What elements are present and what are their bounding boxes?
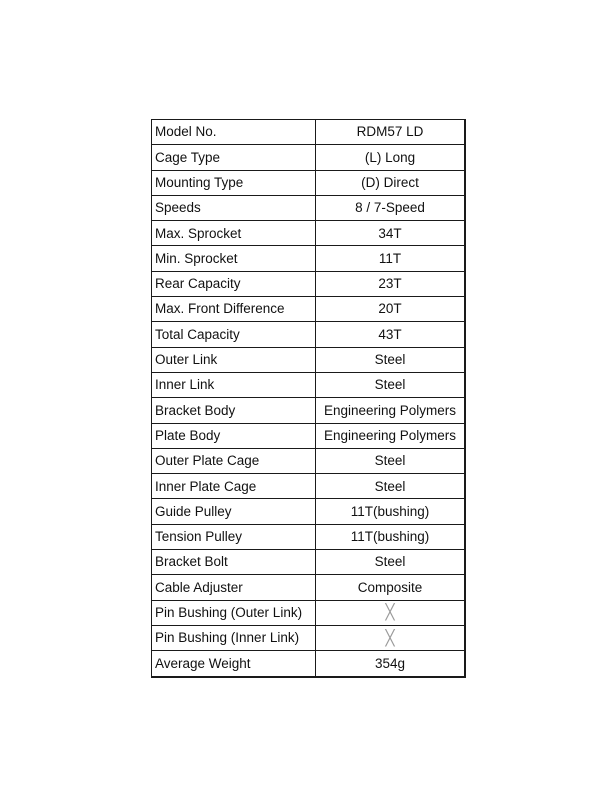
- not-applicable-mark: ╳: [316, 600, 466, 625]
- spec-value: Steel: [316, 347, 466, 372]
- spec-label: Average Weight: [152, 651, 316, 677]
- spec-label: Cable Adjuster: [152, 575, 316, 600]
- spec-label: Outer Link: [152, 347, 316, 372]
- table-row: [152, 271, 466, 296]
- spec-value: 23T: [316, 271, 466, 296]
- spec-value: 11T(bushing): [316, 524, 466, 549]
- spec-label: Outer Plate Cage: [152, 448, 316, 473]
- table-row: [152, 246, 466, 271]
- spec-value: Steel: [316, 550, 466, 575]
- spec-value: 11T(bushing): [316, 499, 466, 524]
- table-row: [152, 625, 466, 650]
- table-row: [152, 297, 466, 322]
- spec-label: Rear Capacity: [152, 271, 316, 296]
- spec-label: Min. Sprocket: [152, 246, 316, 271]
- table-row: [152, 575, 466, 600]
- spec-value: 11T: [316, 246, 466, 271]
- spec-value: 34T: [316, 221, 466, 246]
- spec-label: Bracket Bolt: [152, 550, 316, 575]
- table-row: [152, 600, 466, 625]
- spec-label: Plate Body: [152, 423, 316, 448]
- spec-label: Guide Pulley: [152, 499, 316, 524]
- spec-value: 43T: [316, 322, 466, 347]
- spec-label: Tension Pulley: [152, 524, 316, 549]
- spec-value: (D) Direct: [316, 170, 466, 195]
- spec-value: (L) Long: [316, 145, 466, 170]
- spec-label: Max. Front Difference: [152, 297, 316, 322]
- spec-label: Inner Plate Cage: [152, 474, 316, 499]
- table-row: [152, 372, 466, 397]
- not-applicable-mark: ╳: [316, 625, 466, 650]
- spec-label: Cage Type: [152, 145, 316, 170]
- spec-label: Inner Link: [152, 372, 316, 397]
- table-row: [152, 524, 466, 549]
- spec-value: Steel: [316, 448, 466, 473]
- table-row: [152, 170, 466, 195]
- spec-value: RDM57 LD: [316, 120, 466, 145]
- table-row: [152, 221, 466, 246]
- spec-value: 20T: [316, 297, 466, 322]
- table-row: [152, 347, 466, 372]
- table-row: [152, 423, 466, 448]
- spec-label: Total Capacity: [152, 322, 316, 347]
- table-row: [152, 499, 466, 524]
- table-row: [152, 448, 466, 473]
- spec-label: Model No.: [152, 120, 316, 145]
- table-row: [152, 398, 466, 423]
- table-row: [152, 651, 466, 677]
- spec-value: Steel: [316, 474, 466, 499]
- table-row: [152, 550, 466, 575]
- table-row: [152, 195, 466, 220]
- spec-value: 354g: [316, 651, 466, 677]
- spec-label: Max. Sprocket: [152, 221, 316, 246]
- spec-value: Engineering Polymers: [316, 398, 466, 423]
- spec-value: Steel: [316, 372, 466, 397]
- table-row: [152, 145, 466, 170]
- spec-label: Mounting Type: [152, 170, 316, 195]
- spec-value: Composite: [316, 575, 466, 600]
- spec-label: Bracket Body: [152, 398, 316, 423]
- spec-label: Pin Bushing (Inner Link): [152, 625, 316, 650]
- spec-label: Speeds: [152, 195, 316, 220]
- spec-value: 8 / 7-Speed: [316, 195, 466, 220]
- spec-table: [151, 119, 466, 678]
- spec-value: Engineering Polymers: [316, 423, 466, 448]
- spec-table-body: [152, 120, 466, 677]
- spec-label: Pin Bushing (Outer Link): [152, 600, 316, 625]
- table-row: [152, 474, 466, 499]
- table-row: [152, 322, 466, 347]
- table-row: [152, 120, 466, 145]
